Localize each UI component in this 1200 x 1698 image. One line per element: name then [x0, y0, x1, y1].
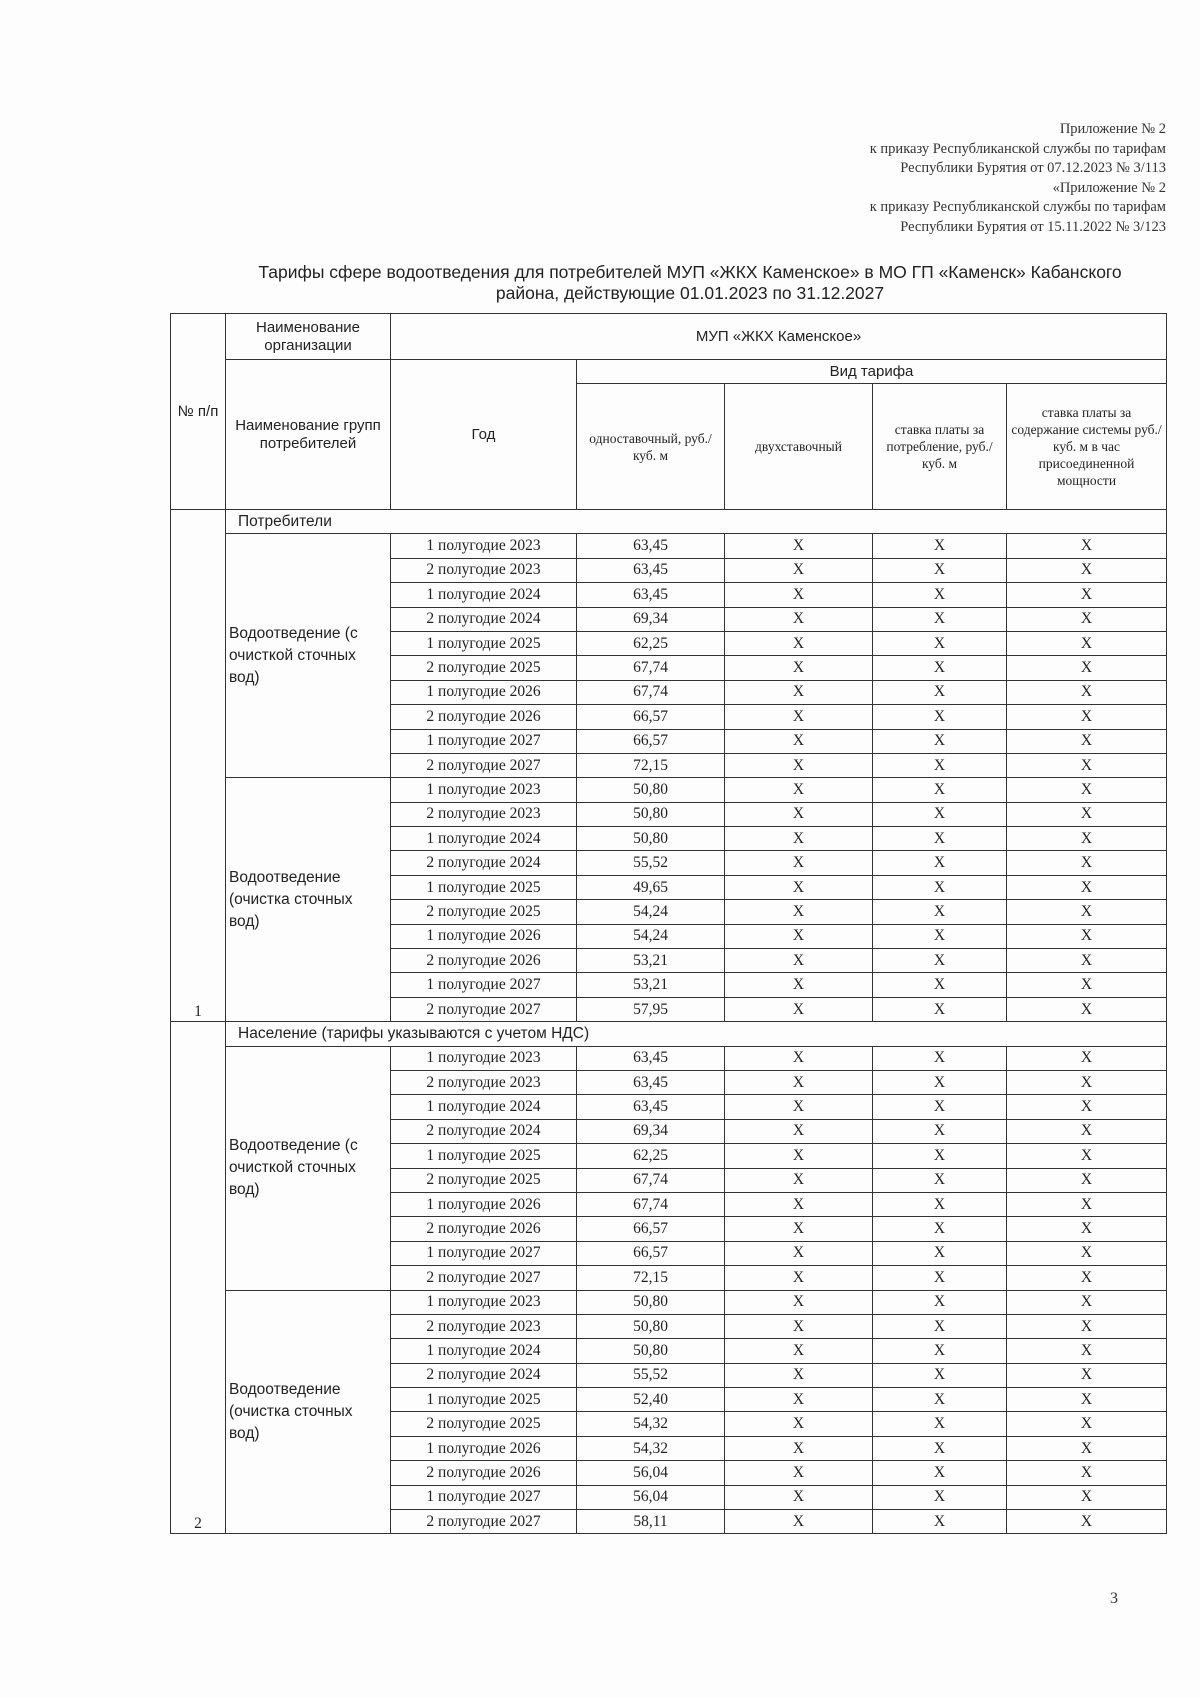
single-rate-cell: 58,11 [577, 1510, 725, 1534]
maintenance-rate-cell: X [1007, 1290, 1167, 1314]
appendix-line: «Приложение № 2 [1052, 179, 1166, 196]
maintenance-rate-cell: X [1007, 875, 1167, 899]
consumption-rate-cell: X [873, 1485, 1007, 1509]
single-rate-cell: 55,52 [577, 851, 725, 875]
two-rate-cell: X [725, 1144, 873, 1168]
consumption-rate-cell: X [873, 851, 1007, 875]
consumption-rate-cell: X [873, 1290, 1007, 1314]
maintenance-rate-cell: X [1007, 1217, 1167, 1241]
consumption-rate-cell: X [873, 1095, 1007, 1119]
two-rate-cell: X [725, 900, 873, 924]
single-rate-cell: 69,34 [577, 1119, 725, 1143]
period-cell: 1 полугодие 2026 [391, 924, 577, 948]
single-rate-cell: 63,45 [577, 1070, 725, 1094]
two-rate-cell: X [725, 1314, 873, 1338]
maintenance-rate-cell: X [1007, 1119, 1167, 1143]
maintenance-rate-cell: X [1007, 1339, 1167, 1363]
consumer-group-name: Водоотведение (с очисткой сточных вод) [226, 1046, 391, 1290]
consumption-rate-cell: X [873, 705, 1007, 729]
consumption-rate-cell: X [873, 1461, 1007, 1485]
consumption-rate-cell: X [873, 656, 1007, 680]
single-rate-cell: 63,45 [577, 583, 725, 607]
consumption-rate-cell: X [873, 1339, 1007, 1363]
single-rate-cell: 67,74 [577, 656, 725, 680]
two-rate-cell: X [725, 1070, 873, 1094]
period-cell: 1 полугодие 2027 [391, 973, 577, 997]
maintenance-rate-cell: X [1007, 1095, 1167, 1119]
two-rate-cell: X [725, 656, 873, 680]
two-rate-cell: X [725, 1119, 873, 1143]
consumption-rate-cell: X [873, 900, 1007, 924]
consumption-rate-cell: X [873, 1412, 1007, 1436]
period-cell: 1 полугодие 2025 [391, 1388, 577, 1412]
maintenance-rate-cell: X [1007, 1266, 1167, 1290]
consumption-rate-cell: X [873, 1266, 1007, 1290]
single-rate-cell: 54,32 [577, 1412, 725, 1436]
single-rate-cell: 63,45 [577, 558, 725, 582]
period-cell: 1 полугодие 2026 [391, 680, 577, 704]
period-cell: 1 полугодие 2027 [391, 1485, 577, 1509]
period-cell: 2 полугодие 2027 [391, 753, 577, 777]
single-rate-cell: 67,74 [577, 680, 725, 704]
maintenance-rate-cell: X [1007, 558, 1167, 582]
single-rate-cell: 56,04 [577, 1485, 725, 1509]
period-cell: 1 полугодие 2024 [391, 827, 577, 851]
two-rate-cell: X [725, 802, 873, 826]
table-row [171, 778, 1167, 802]
two-rate-cell: X [725, 1241, 873, 1265]
header-col-consumption-rate: ставка платы за потребление, руб./ куб. м [873, 384, 1007, 510]
table-row [171, 1290, 1167, 1314]
period-cell: 2 полугодие 2026 [391, 1461, 577, 1485]
consumption-rate-cell: X [873, 1070, 1007, 1094]
two-rate-cell: X [725, 1485, 873, 1509]
period-cell: 1 полугодие 2027 [391, 729, 577, 753]
header-col-two-rate: двухставочный [725, 384, 873, 510]
header-tariff-type: Вид тарифа [577, 360, 1167, 384]
maintenance-rate-cell: X [1007, 1363, 1167, 1387]
maintenance-rate-cell: X [1007, 802, 1167, 826]
title-line: района, действующие 01.01.2023 по 31.12.2027 [495, 283, 885, 303]
header-groups-label: Наименование групп потребителей [226, 360, 391, 510]
single-rate-cell: 66,57 [577, 1217, 725, 1241]
period-cell: 1 полугодие 2026 [391, 1436, 577, 1460]
period-cell: 2 полугодие 2025 [391, 1412, 577, 1436]
table-row [171, 1046, 1167, 1070]
maintenance-rate-cell: X [1007, 1192, 1167, 1216]
section-row [171, 1022, 1167, 1046]
consumption-rate-cell: X [873, 1046, 1007, 1070]
appendix-line: Республики Бурятия от 15.11.2022 № 3/123 [900, 218, 1166, 235]
consumption-rate-cell: X [873, 949, 1007, 973]
period-cell: 2 полугодие 2025 [391, 900, 577, 924]
maintenance-rate-cell: X [1007, 680, 1167, 704]
consumption-rate-cell: X [873, 1217, 1007, 1241]
consumption-rate-cell: X [873, 1388, 1007, 1412]
header-num: № п/п [171, 314, 226, 510]
period-cell: 2 полугодие 2024 [391, 1119, 577, 1143]
header-row [171, 314, 1167, 360]
period-cell: 2 полугодие 2026 [391, 1217, 577, 1241]
period-cell: 2 полугодие 2025 [391, 656, 577, 680]
single-rate-cell: 63,45 [577, 1095, 725, 1119]
two-rate-cell: X [725, 1217, 873, 1241]
period-cell: 1 полугодие 2027 [391, 1241, 577, 1265]
single-rate-cell: 66,57 [577, 705, 725, 729]
consumption-rate-cell: X [873, 534, 1007, 558]
two-rate-cell: X [725, 973, 873, 997]
maintenance-rate-cell: X [1007, 656, 1167, 680]
period-cell: 2 полугодие 2023 [391, 558, 577, 582]
single-rate-cell: 52,40 [577, 1388, 725, 1412]
consumer-group-name: Водоотведение (очистка сточных вод) [226, 778, 391, 1022]
single-rate-cell: 72,15 [577, 753, 725, 777]
appendix-line: к приказу Республиканской службы по тарифам [869, 199, 1166, 215]
section-number: 2 [171, 1022, 226, 1534]
two-rate-cell: X [725, 778, 873, 802]
single-rate-cell: 49,65 [577, 875, 725, 899]
consumption-rate-cell: X [873, 1314, 1007, 1338]
appendix-line: Приложение № 2 [1059, 121, 1166, 137]
two-rate-cell: X [725, 558, 873, 582]
maintenance-rate-cell: X [1007, 705, 1167, 729]
header-org-name: МУП «ЖКХ Каменское» [391, 314, 1167, 360]
single-rate-cell: 50,80 [577, 802, 725, 826]
consumption-rate-cell: X [873, 973, 1007, 997]
maintenance-rate-cell: X [1007, 851, 1167, 875]
consumer-group-name: Водоотведение (очистка сточных вод) [226, 1290, 391, 1534]
single-rate-cell: 67,74 [577, 1168, 725, 1192]
two-rate-cell: X [725, 607, 873, 631]
period-cell: 1 полугодие 2024 [391, 1339, 577, 1363]
section-number: 1 [171, 510, 226, 1022]
maintenance-rate-cell: X [1007, 924, 1167, 948]
maintenance-rate-cell: X [1007, 1144, 1167, 1168]
header-year: Год [391, 360, 577, 510]
maintenance-rate-cell: X [1007, 534, 1167, 558]
two-rate-cell: X [725, 1290, 873, 1314]
consumption-rate-cell: X [873, 1363, 1007, 1387]
two-rate-cell: X [725, 729, 873, 753]
single-rate-cell: 50,80 [577, 778, 725, 802]
single-rate-cell: 62,25 [577, 1144, 725, 1168]
page-number: 3 [1110, 1590, 1118, 1607]
consumption-rate-cell: X [873, 729, 1007, 753]
header-row [171, 360, 1167, 384]
appendix-line: Республики Бурятия от 07.12.2023 № 3/113 [900, 160, 1166, 176]
title-line: Тарифы сфере водоотведения для потребителей МУП «ЖКХ Каменское» в МО ГП «Каменск» Кабанского [258, 262, 1122, 282]
two-rate-cell: X [725, 753, 873, 777]
single-rate-cell: 54,24 [577, 924, 725, 948]
consumption-rate-cell: X [873, 1119, 1007, 1143]
consumption-rate-cell: X [873, 1144, 1007, 1168]
two-rate-cell: X [725, 1363, 873, 1387]
single-rate-cell: 66,57 [577, 1241, 725, 1265]
tariff-table [170, 313, 1167, 1534]
single-rate-cell: 53,21 [577, 949, 725, 973]
consumption-rate-cell: X [873, 1192, 1007, 1216]
maintenance-rate-cell: X [1007, 1461, 1167, 1485]
single-rate-cell: 50,80 [577, 1314, 725, 1338]
period-cell: 2 полугодие 2025 [391, 1168, 577, 1192]
two-rate-cell: X [725, 680, 873, 704]
two-rate-cell: X [725, 1510, 873, 1534]
document-title [170, 262, 1200, 304]
section-label: Потребители [226, 510, 1167, 534]
maintenance-rate-cell: X [1007, 973, 1167, 997]
single-rate-cell: 67,74 [577, 1192, 725, 1216]
consumption-rate-cell: X [873, 827, 1007, 851]
two-rate-cell: X [725, 1095, 873, 1119]
two-rate-cell: X [725, 924, 873, 948]
period-cell: 1 полугодие 2025 [391, 875, 577, 899]
period-cell: 2 полугодие 2027 [391, 997, 577, 1021]
maintenance-rate-cell: X [1007, 1510, 1167, 1534]
maintenance-rate-cell: X [1007, 1485, 1167, 1509]
period-cell: 2 полугодие 2023 [391, 802, 577, 826]
consumption-rate-cell: X [873, 583, 1007, 607]
header-col-single-rate: одноставочный, руб./ куб. м [577, 384, 725, 510]
maintenance-rate-cell: X [1007, 753, 1167, 777]
single-rate-cell: 55,52 [577, 1363, 725, 1387]
section-row [171, 510, 1167, 534]
consumption-rate-cell: X [873, 778, 1007, 802]
period-cell: 2 полугодие 2027 [391, 1266, 577, 1290]
period-cell: 1 полугодие 2024 [391, 583, 577, 607]
maintenance-rate-cell: X [1007, 583, 1167, 607]
two-rate-cell: X [725, 583, 873, 607]
consumption-rate-cell: X [873, 1510, 1007, 1534]
consumption-rate-cell: X [873, 631, 1007, 655]
consumption-rate-cell: X [873, 607, 1007, 631]
consumption-rate-cell: X [873, 924, 1007, 948]
maintenance-rate-cell: X [1007, 729, 1167, 753]
consumption-rate-cell: X [873, 558, 1007, 582]
appendix-block [566, 120, 1166, 237]
two-rate-cell: X [725, 997, 873, 1021]
period-cell: 2 полугодие 2024 [391, 607, 577, 631]
two-rate-cell: X [725, 1046, 873, 1070]
appendix-line: к приказу Республиканской службы по тарифам [869, 140, 1166, 157]
single-rate-cell: 63,45 [577, 1046, 725, 1070]
consumption-rate-cell: X [873, 1436, 1007, 1460]
single-rate-cell: 54,24 [577, 900, 725, 924]
single-rate-cell: 66,57 [577, 729, 725, 753]
maintenance-rate-cell: X [1007, 900, 1167, 924]
single-rate-cell: 50,80 [577, 1339, 725, 1363]
maintenance-rate-cell: X [1007, 1070, 1167, 1094]
two-rate-cell: X [725, 875, 873, 899]
two-rate-cell: X [725, 1388, 873, 1412]
single-rate-cell: 57,95 [577, 997, 725, 1021]
consumption-rate-cell: X [873, 875, 1007, 899]
two-rate-cell: X [725, 631, 873, 655]
period-cell: 2 полугодие 2024 [391, 851, 577, 875]
maintenance-rate-cell: X [1007, 997, 1167, 1021]
two-rate-cell: X [725, 1412, 873, 1436]
maintenance-rate-cell: X [1007, 827, 1167, 851]
period-cell: 2 полугодие 2026 [391, 705, 577, 729]
period-cell: 1 полугодие 2026 [391, 1192, 577, 1216]
consumption-rate-cell: X [873, 753, 1007, 777]
period-cell: 1 полугодие 2023 [391, 1290, 577, 1314]
period-cell: 1 полугодие 2023 [391, 1046, 577, 1070]
period-cell: 2 полугодие 2023 [391, 1070, 577, 1094]
single-rate-cell: 54,32 [577, 1436, 725, 1460]
maintenance-rate-cell: X [1007, 631, 1167, 655]
single-rate-cell: 50,80 [577, 827, 725, 851]
maintenance-rate-cell: X [1007, 949, 1167, 973]
maintenance-rate-cell: X [1007, 778, 1167, 802]
period-cell: 2 полугодие 2026 [391, 949, 577, 973]
consumption-rate-cell: X [873, 997, 1007, 1021]
consumption-rate-cell: X [873, 680, 1007, 704]
consumer-group-name: Водоотведение (с очисткой сточных вод) [226, 534, 391, 778]
period-cell: 1 полугодие 2025 [391, 1144, 577, 1168]
two-rate-cell: X [725, 705, 873, 729]
two-rate-cell: X [725, 1266, 873, 1290]
single-rate-cell: 62,25 [577, 631, 725, 655]
maintenance-rate-cell: X [1007, 1046, 1167, 1070]
period-cell: 1 полугодие 2023 [391, 778, 577, 802]
single-rate-cell: 50,80 [577, 1290, 725, 1314]
period-cell: 2 полугодие 2024 [391, 1363, 577, 1387]
maintenance-rate-cell: X [1007, 1436, 1167, 1460]
period-cell: 1 полугодие 2023 [391, 534, 577, 558]
maintenance-rate-cell: X [1007, 1241, 1167, 1265]
single-rate-cell: 56,04 [577, 1461, 725, 1485]
period-cell: 2 полугодие 2023 [391, 1314, 577, 1338]
period-cell: 2 полугодие 2027 [391, 1510, 577, 1534]
two-rate-cell: X [725, 827, 873, 851]
two-rate-cell: X [725, 1192, 873, 1216]
maintenance-rate-cell: X [1007, 1412, 1167, 1436]
maintenance-rate-cell: X [1007, 1388, 1167, 1412]
consumption-rate-cell: X [873, 1241, 1007, 1265]
maintenance-rate-cell: X [1007, 607, 1167, 631]
two-rate-cell: X [725, 1436, 873, 1460]
two-rate-cell: X [725, 949, 873, 973]
two-rate-cell: X [725, 1461, 873, 1485]
section-label: Население (тарифы указываются с учетом НДС) [226, 1022, 1167, 1046]
single-rate-cell: 63,45 [577, 534, 725, 558]
two-rate-cell: X [725, 534, 873, 558]
single-rate-cell: 72,15 [577, 1266, 725, 1290]
table-row [171, 534, 1167, 558]
single-rate-cell: 53,21 [577, 973, 725, 997]
two-rate-cell: X [725, 1168, 873, 1192]
header-org-label: Наименование организации [226, 314, 391, 360]
two-rate-cell: X [725, 1339, 873, 1363]
period-cell: 1 полугодие 2024 [391, 1095, 577, 1119]
header-col-maintenance-rate: ставка платы за содержание системы руб./куб. м в час присоединенной мощности [1007, 384, 1167, 510]
maintenance-rate-cell: X [1007, 1168, 1167, 1192]
period-cell: 1 полугодие 2025 [391, 631, 577, 655]
consumption-rate-cell: X [873, 802, 1007, 826]
maintenance-rate-cell: X [1007, 1314, 1167, 1338]
two-rate-cell: X [725, 851, 873, 875]
single-rate-cell: 69,34 [577, 607, 725, 631]
consumption-rate-cell: X [873, 1168, 1007, 1192]
